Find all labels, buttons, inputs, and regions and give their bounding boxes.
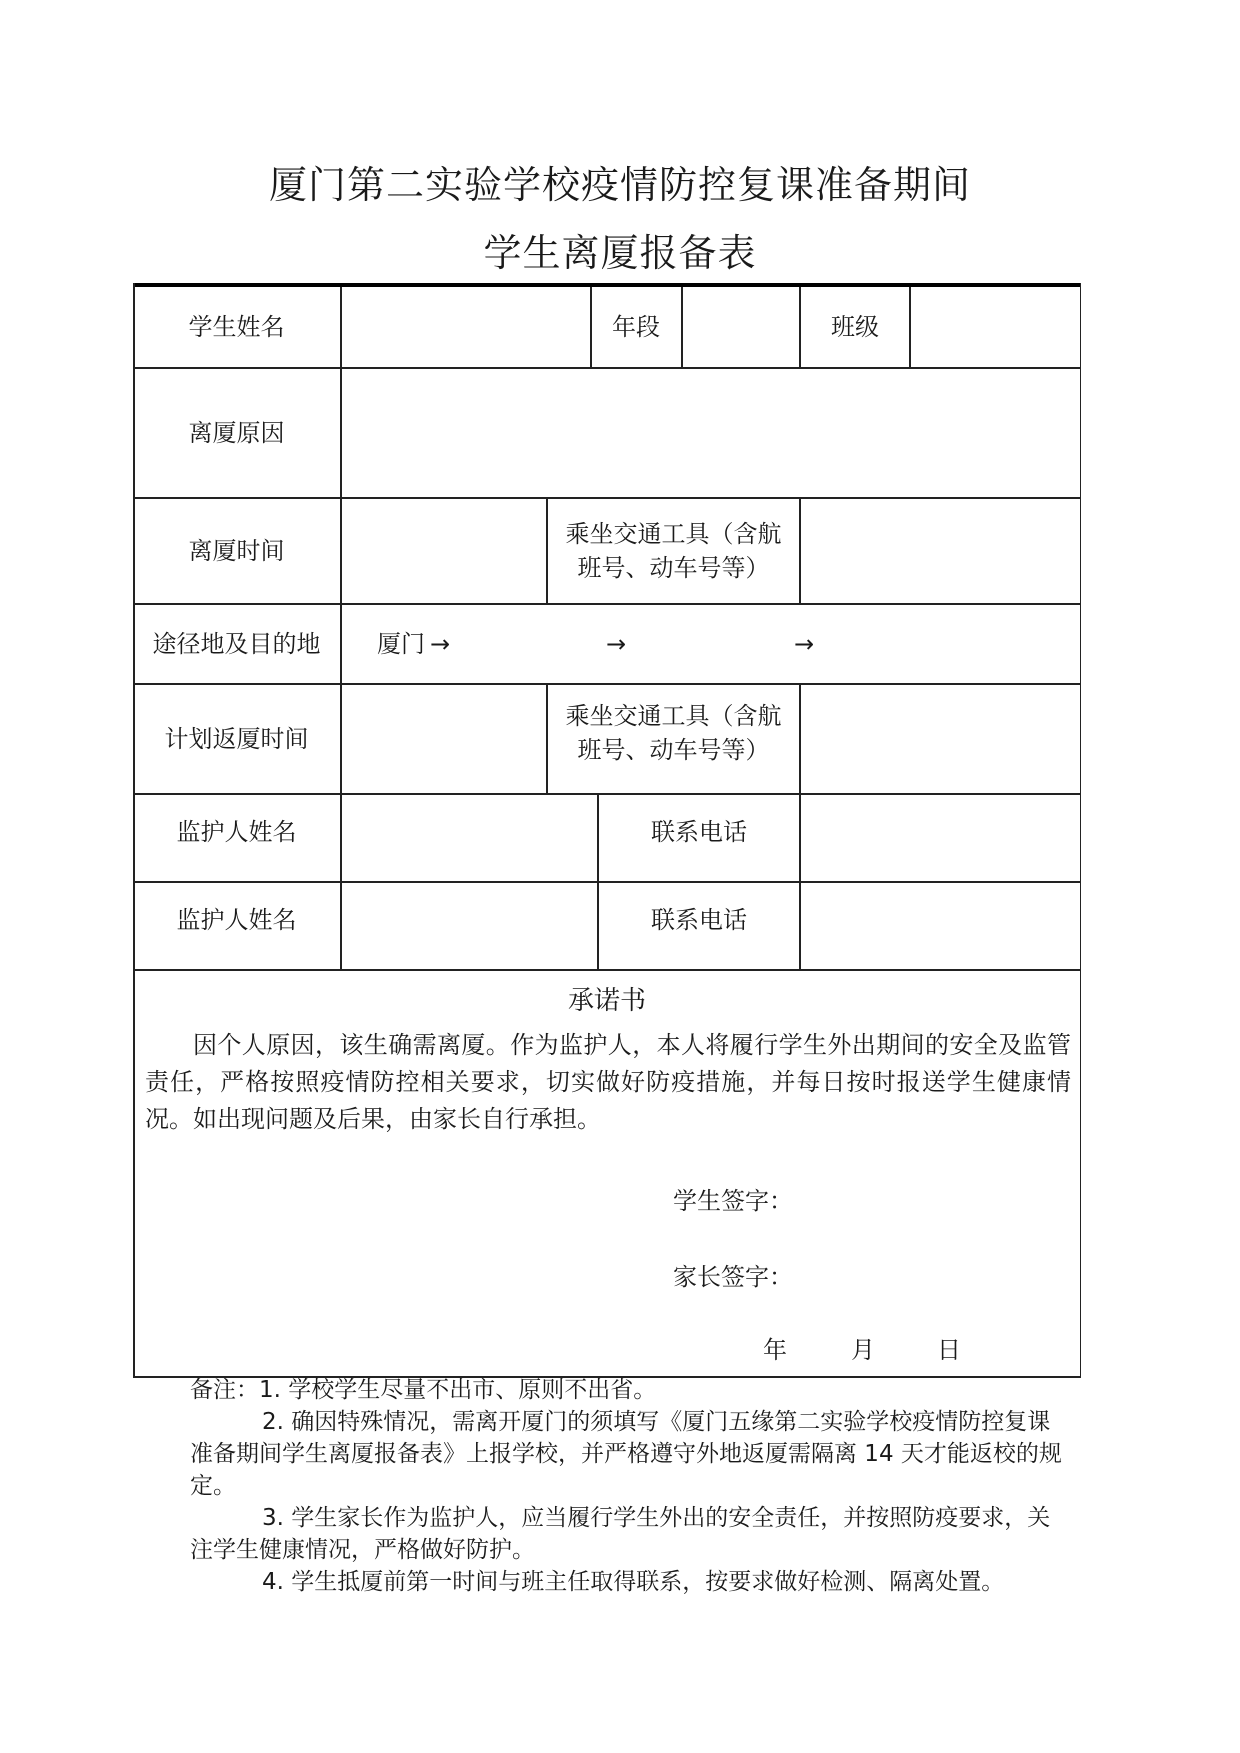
- student-sign-label: 学生签字：: [673, 1187, 793, 1215]
- month-label: 月: [851, 1336, 875, 1364]
- year-label: 年: [763, 1336, 787, 1364]
- leave-time-field[interactable]: [342, 498, 546, 603]
- leave-transport-label: [548, 498, 799, 603]
- grade-field[interactable]: [683, 287, 799, 367]
- leave-transport-field[interactable]: [801, 498, 1079, 603]
- guardian-name-label-2: 监护人姓名: [176, 906, 297, 934]
- route-stop-2-field[interactable]: [631, 604, 791, 683]
- leave-time-label: 离厦时间: [188, 536, 285, 565]
- route-stop-1-field[interactable]: [455, 604, 603, 683]
- phone-label: 联系电话: [651, 818, 747, 846]
- phone-field[interactable]: [801, 794, 1079, 881]
- guardian-name-label: 监护人姓名: [176, 818, 297, 846]
- document-title-line2: 学生离厦报备表: [483, 231, 757, 275]
- student-name-field[interactable]: [342, 287, 590, 367]
- day-label: 日: [937, 1336, 961, 1364]
- pledge-title: 承诺书: [567, 986, 646, 1016]
- note-text-1: 1. 学校学生尽量不出市、原则不出省。: [259, 1377, 657, 1403]
- note-item-1: [190, 1374, 1072, 1406]
- grade-label: 年段: [612, 313, 660, 341]
- route-label: 途径地及目的地: [152, 629, 321, 658]
- registration-form: [133, 283, 1081, 1378]
- leave-reason-field[interactable]: [342, 368, 1079, 497]
- transport-label-line2: 班号、动车号等）: [577, 553, 770, 582]
- phone-field-2[interactable]: [801, 882, 1079, 969]
- parent-sign-label: 家长签字：: [673, 1263, 793, 1291]
- return-transport-label: [548, 684, 799, 782]
- class-field[interactable]: [911, 287, 1079, 367]
- transport-label-line2: 班号、动车号等）: [577, 736, 770, 764]
- class-label: 班级: [831, 313, 879, 341]
- student-name-label: 学生姓名: [188, 313, 285, 341]
- route-arrow-2: →: [605, 629, 627, 658]
- guardian-name-field[interactable]: [342, 794, 597, 881]
- student-signature: [673, 1181, 1001, 1217]
- route-arrow-1: →: [429, 629, 451, 658]
- return-time-label: 计划返厦时间: [164, 724, 309, 753]
- pledge-body: 因个人原因，该生确需离厦。作为监护人，本人将履行学生外出期间的安全及监管责任，严格按照疫情防控相关要求，切实做好防疫措施，并每日按时报送学生健康情况。如出现问题及后果，由家长自行承担。: [145, 1031, 1071, 1133]
- month-wrap: [851, 1330, 875, 1365]
- leave-reason-label: 离厦原因: [188, 418, 285, 447]
- document-title-line1: 厦门第二实验学校疫情防控复课准备期间: [268, 163, 971, 207]
- transport-label-line1: 乘坐交通工具（含航: [565, 702, 782, 730]
- return-transport-field[interactable]: [801, 684, 1079, 793]
- route-arrow-3: →: [793, 629, 815, 658]
- sign-date: [763, 1330, 787, 1365]
- transport-label-line1: 乘坐交通工具（含航: [565, 519, 782, 548]
- route-start: 厦门: [377, 629, 425, 658]
- parent-sign-field[interactable]: [801, 1263, 1001, 1293]
- note-item-4: 4. 学生抵厦前第一时间与班主任取得联系，按要求做好检测、隔离处置。: [262, 1569, 1005, 1595]
- form-right-border: [1080, 283, 1082, 1378]
- row-divider: [133, 969, 1081, 971]
- note-item-3: 3. 学生家长作为监护人，应当履行学生外出的安全责任，并按照防疫要求，关注学生健康情况，严格做好防护。: [190, 1505, 1051, 1563]
- notes-prefix: 备注：: [190, 1377, 259, 1403]
- return-time-field[interactable]: [342, 684, 546, 793]
- parent-signature: [673, 1257, 1001, 1293]
- route-destination-field[interactable]: [819, 604, 1077, 683]
- day-wrap: [937, 1330, 961, 1365]
- note-item-2: 2. 确因特殊情况，需离开厦门的须填写《厦门五缘第二实验学校疫情防控复课准备期间学生离厦报备表》上报学校，并严格遵守外地返厦需隔离 14 天才能返校的规定。: [190, 1409, 1062, 1499]
- phone-label-2: 联系电话: [651, 906, 747, 934]
- student-sign-field[interactable]: [801, 1187, 1001, 1217]
- notes-section: [190, 1374, 1072, 1598]
- guardian-name-field-2[interactable]: [342, 882, 597, 969]
